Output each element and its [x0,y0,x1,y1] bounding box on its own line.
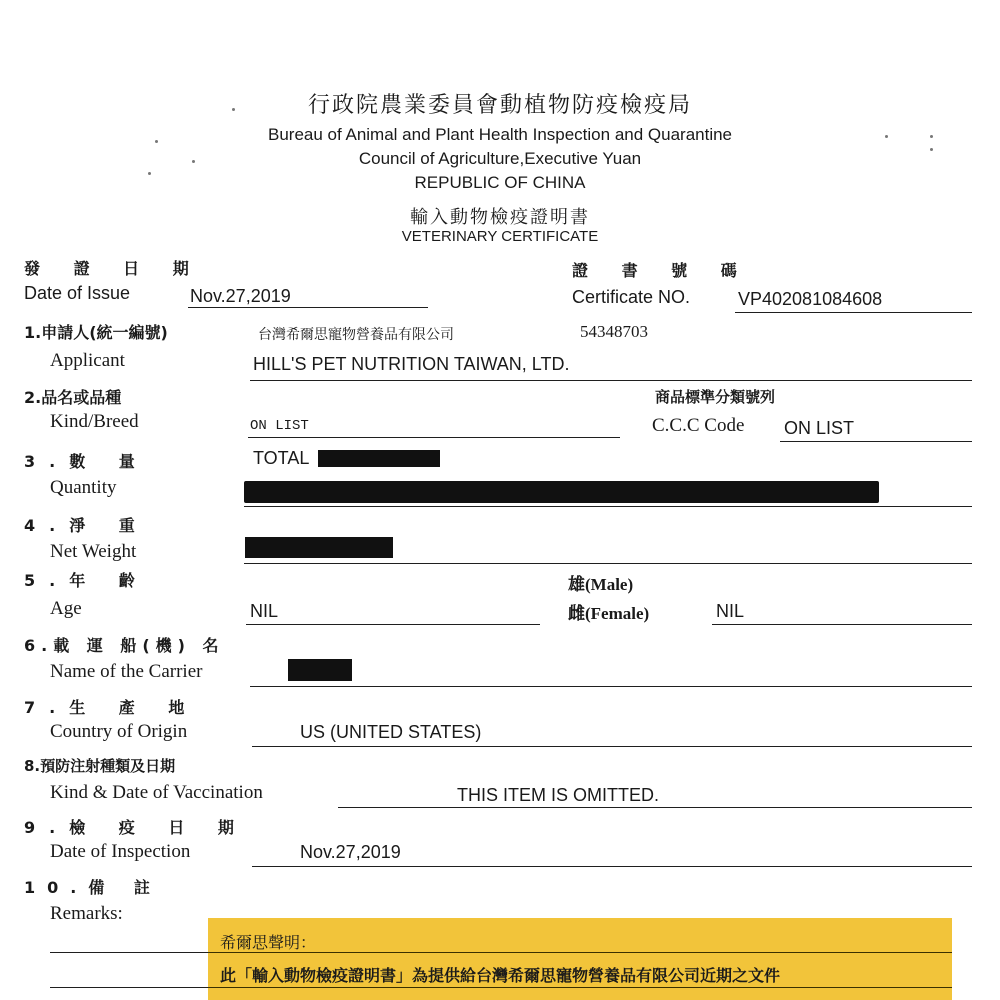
net-weight-underline [244,563,972,564]
origin-label-en: Country of Origin [50,721,188,742]
carrier-underline [250,686,972,687]
quantity-label-cn: 3.數 量 [24,452,149,471]
applicant-name-en: HILL'S PET NUTRITION TAIWAN, LTD. [253,354,570,374]
kind-label-en: Kind/Breed [50,411,139,432]
issue-date-value: Nov.27,2019 [190,286,291,306]
age-value: NIL [250,601,279,621]
issue-date-underline [188,307,428,308]
origin-value: US (UNITED STATES) [300,722,482,742]
vaccination-underline [338,807,972,808]
notice-rule [208,987,952,988]
age-underline [246,624,540,625]
inspection-label-cn: 9.檢 疫 日 期 [24,818,248,837]
redaction-bar [244,481,879,503]
agency-title-cn: 行政院農業委員會動植物防疫檢疫局 [307,93,692,118]
cert-no-label-en: Certificate NO. [572,287,691,307]
kind-label-cn: 2.品名或品種 [24,388,122,407]
applicant-id-number: 54348703 [580,322,648,341]
agency-title-en: Bureau of Animal and Plant Health Inspection and Quarantine [267,125,733,144]
kind-underline [248,437,620,438]
country-title: REPUBLIC OF CHINA [414,173,586,192]
net-weight-label-cn: 4.淨 重 [24,516,149,535]
origin-label-cn: 7.生 產 地 [24,698,199,717]
net-weight-label-en: Net Weight [50,541,137,562]
age-label-en: Age [50,598,82,619]
kind-value: ON LIST [250,418,309,434]
female-label: 雌(Female) [568,604,650,623]
origin-underline [252,746,972,747]
inspection-underline [252,866,972,867]
ccc-label-en: C.C.C Code [652,415,745,436]
remarks-underline [50,952,210,953]
applicant-name-cn: 台灣希爾思寵物營養品有限公司 [258,327,454,343]
notice-title: 希爾思聲明： [220,933,317,952]
male-label: 雄(Male) [568,575,634,594]
applicant-label-cn: 1.申請人(統一編號) [24,323,168,342]
ccc-value: ON LIST [784,418,855,438]
remarks-label-en: Remarks: [50,903,123,924]
redaction-bar [288,659,352,681]
ccc-underline [780,441,972,442]
issue-date-label-cn: 發 證 日 期 [24,259,203,278]
inspection-value: Nov.27,2019 [300,842,401,862]
redaction-bar [318,450,440,467]
applicant-underline [250,380,972,381]
inspection-label-en: Date of Inspection [50,841,191,862]
sex-underline [712,624,972,625]
quantity-label-en: Quantity [50,477,117,498]
quantity-total-label: TOTAL [253,448,310,468]
remarks-label-cn: 10.備 註 [24,878,162,897]
carrier-label-en: Name of the Carrier [50,661,203,682]
hills-notice-highlight [208,918,952,1000]
council-title: Council of Agriculture,Executive Yuan [358,149,642,168]
applicant-label-en: Applicant [50,350,125,371]
certificate-title-en: VETERINARY CERTIFICATE [401,228,599,245]
age-label-cn: 5.年 齡 [24,571,149,590]
cert-no-underline [735,312,972,313]
vaccination-value: THIS ITEM IS OMITTED. [457,785,659,805]
cert-no-value: VP402081084608 [738,289,883,309]
certificate-title-cn: 輸入動物檢疫證明書 [410,207,590,228]
vaccination-label-en: Kind & Date of Vaccination [50,782,263,803]
ccc-label-cn: 商品標準分類號列 [655,388,776,406]
issue-date-label-en: Date of Issue [24,283,131,303]
remarks-underline [50,987,210,988]
cert-no-label-cn: 證 書 號 碼 [572,261,751,280]
notice-rule [208,952,952,953]
vaccination-label-cn: 8.預防注射種類及日期 [24,757,176,775]
carrier-label-cn: 6.載 運 船(機) 名 [24,636,225,655]
notice-body: 此「輸入動物檢疫證明書」為提供給台灣希爾思寵物營養品有限公司近期之文件 [220,966,781,985]
quantity-underline [244,506,972,507]
sex-value: NIL [716,601,745,621]
redaction-bar [245,537,393,558]
